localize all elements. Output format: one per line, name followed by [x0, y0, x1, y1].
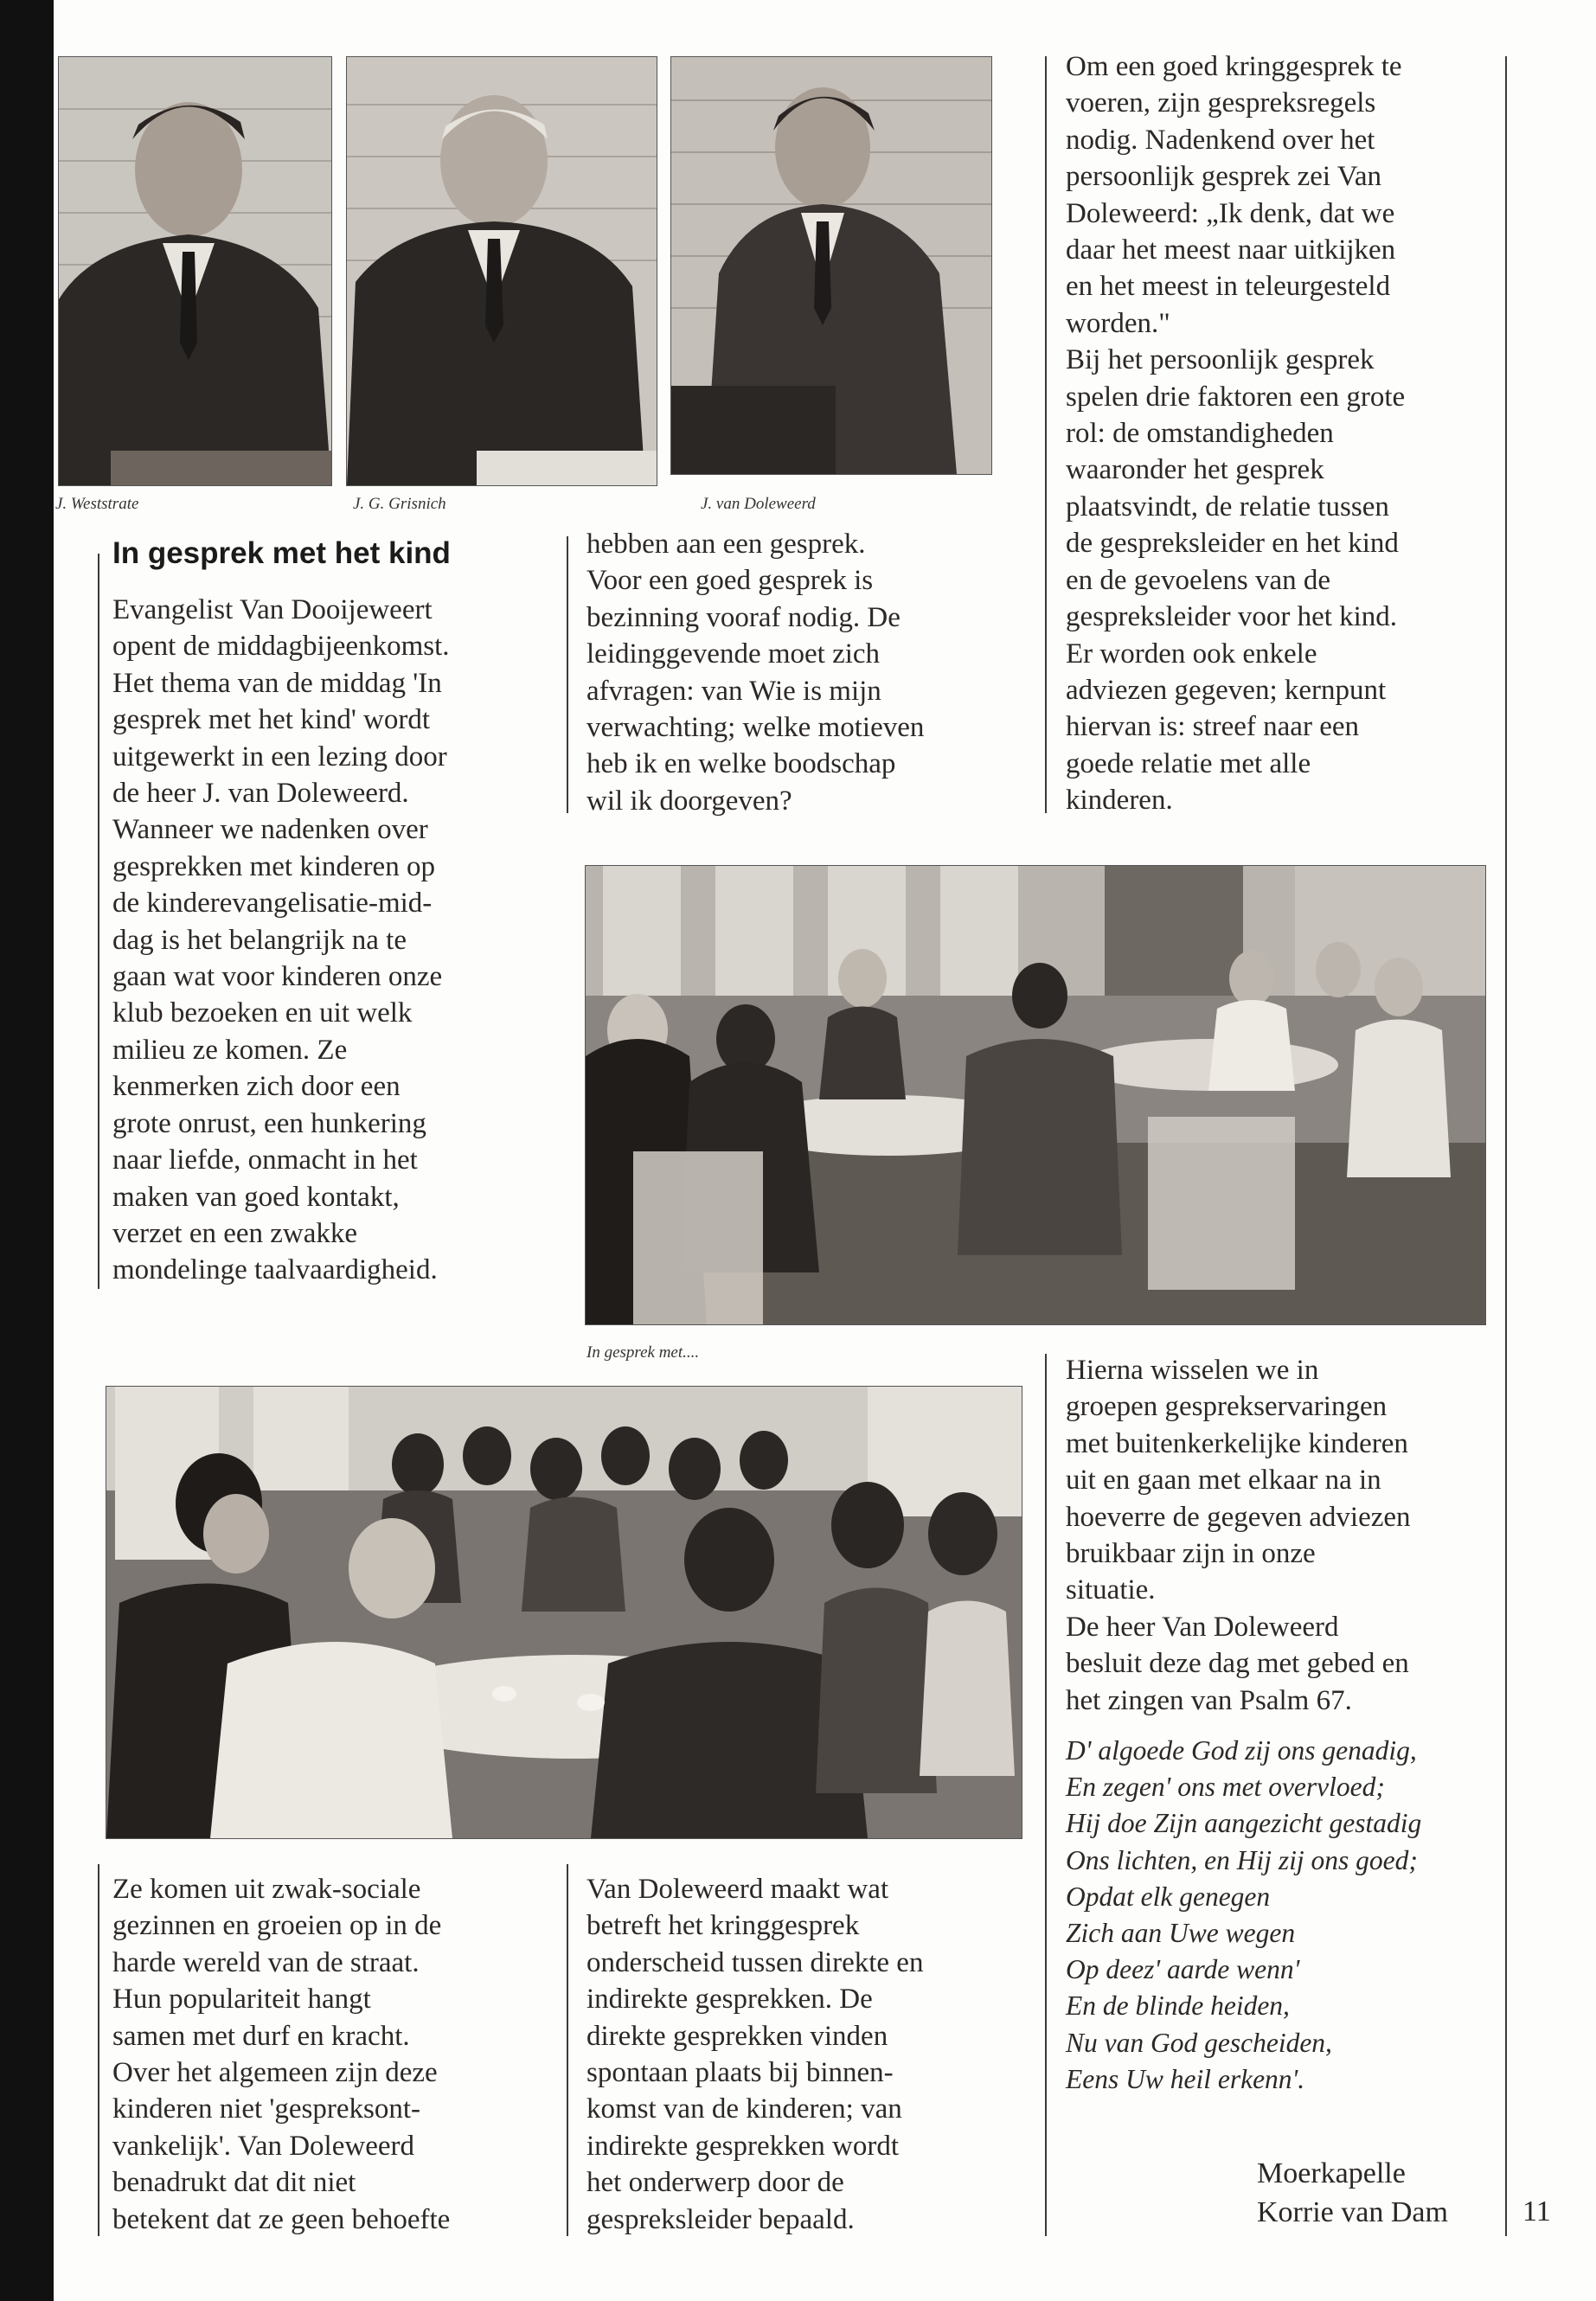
rule-col1-bottom — [98, 1864, 99, 2236]
caption-portrait-3: J. van Doleweerd — [701, 495, 816, 513]
signature-author: Korrie van Dam — [1257, 2196, 1448, 2228]
article-column2-bottom: Van Doleweerd maakt wat betreft het kringgesprek onderscheid tussen direkte en indirekte gesprekken. De direkte gesprekken vinden spontaan plaats bij binnen- komst van de kinderen; van indirekte gesprekken wordt het onderwerp door de gespreksleider bepaald. — [586, 1874, 924, 2235]
photo-portrait-doleweerd — [670, 56, 992, 475]
page-bleed-edge — [0, 0, 54, 2301]
caption-group-photo: In gesprek met.... — [586, 1343, 700, 1362]
caption-portrait-1: J. Weststrate — [55, 495, 139, 513]
article-column1-top: Evangelist Van Dooijeweert opent de middagbijeenkomst. Het thema van de middag 'In gesprek met het kind' wordt uitgewerkt in een lezing door de heer J. van Doleweerd. Wanneer we nadenken over gesprekken met kinderen op de kinderevangelisatie-mid- dag is het belangrijk na te gaan wat voor kinderen onze klub bezoeken en uit welk milieu ze komen. Ze kenmerken zich door een grote onrust, een hunkering naar liefde, onmacht in het maken van goed kontakt, verzet en een zwakke mondelinge taalvaardigheid. — [112, 594, 450, 1286]
rule-col1-top — [98, 554, 99, 1289]
article-column3-bottom: Hierna wisselen we in groepen gesprekservaringen met buitenkerkelijke kinderen uit en gaan met elkaar na in hoeverre de gegeven adviezen bruikbaar zijn in onze situatie. De heer Van Doleweerd besluit deze dag met gebed en het zingen van Psalm 67. — [1066, 1355, 1411, 1716]
rule-col2-bottom — [567, 1864, 568, 2236]
article-column3-top: Om een goed kringgesprek te voeren, zijn gespreksregels nodig. Nadenkend over het persoonlijk gesprek zei Van Doleweerd: „Ik denk, dat we daar het meest naar uitkijken en het meest in teleurgesteld worden." Bij het persoonlijk gesprek spelen drie faktoren een grote rol: de omstandigheden waaronder het gesprek plaatsvindt, de relatie tussen de gespreksleider en het kind en de gevoelens van de gespreksleider voor het kind. Er worden ook enkele adviezen gegeven; kernpunt hiervan is: streef naar een goede relatie met alle kinderen. — [1066, 51, 1406, 817]
rule-col2-top — [567, 536, 568, 813]
article-column2-top: hebben aan een gesprek. Voor een goed gesprek is bezinning vooraf nodig. De leidinggevende moet zich afvragen: van Wie is mijn verwachting; welke motieven heb ik en welke boodschap wil ik doorgeven? — [586, 529, 925, 817]
rule-right-edge — [1505, 56, 1507, 2236]
signature-place: Moerkapelle — [1257, 2157, 1406, 2189]
photo-portrait-weststrate — [58, 56, 332, 486]
caption-portrait-2: J. G. Grisnich — [353, 495, 446, 513]
rule-col3-top — [1045, 56, 1047, 813]
article-headline: In gesprek met het kind — [112, 536, 451, 570]
photo-portrait-grisnich — [346, 56, 657, 486]
rule-col3-bottom — [1045, 1354, 1047, 2236]
article-column1-bottom: Ze komen uit zwak-sociale gezinnen en groeien op in de harde wereld van de straat. Hun populariteit hangt samen met durf en kracht. Over het algemeen zijn deze kinderen niet 'gespreksont- vankelijk'. Van Doleweerd benadrukt dat dit niet betekent dat ze geen behoefte — [112, 1874, 451, 2235]
photo-group-discussion-1 — [585, 865, 1486, 1325]
page-number: 11 — [1522, 2195, 1551, 2227]
psalm-67-verse: D' algoede God zij ons genadig, En zegen' ons met overvloed; Hij doe Zijn aangezicht gestadig Ons lichten, en Hij zij ons goed; Opdat elk genegen Zich aan Uwe wegen Op deez' aarde wenn' En de blinde heiden, Nu van God gescheiden, Eens Uw heil erkenn'. — [1066, 1735, 1422, 2094]
photo-group-discussion-2 — [106, 1386, 1022, 1839]
